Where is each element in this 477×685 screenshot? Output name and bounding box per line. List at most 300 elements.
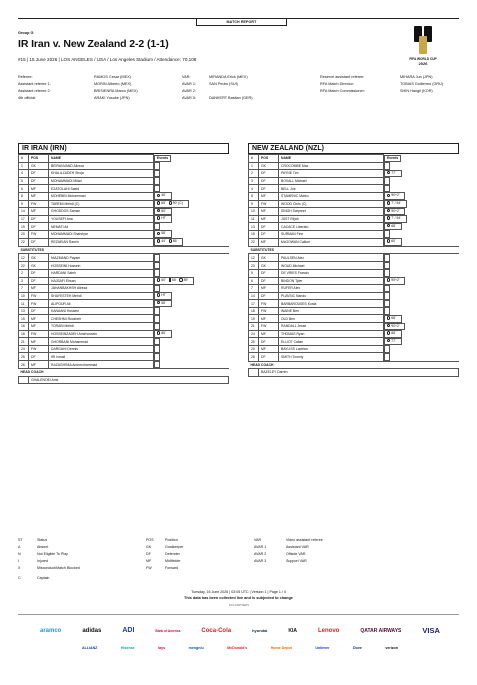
- event-minute: 77': [391, 170, 396, 175]
- player-number: 8: [19, 192, 29, 200]
- head-coach-row: [19, 376, 229, 384]
- player-number: 1: [19, 162, 29, 170]
- svg-text:FIFA WORLD CUP: FIFA WORLD CUP: [409, 57, 437, 61]
- lineup-table: [248, 154, 459, 377]
- player-events: [154, 292, 172, 300]
- player-number: 15: [249, 230, 259, 238]
- player-position: GK: [29, 162, 49, 170]
- player-row: [19, 223, 229, 231]
- player-name: HOSSEINI Hossein: [49, 262, 154, 270]
- player-number: 9: [249, 200, 259, 208]
- event: [157, 278, 166, 282]
- player-events: [384, 162, 390, 170]
- player-name: TAREMI Mehdi (C): [49, 200, 154, 208]
- legend-item: [146, 557, 184, 564]
- player-row: [249, 262, 459, 270]
- player-row: [249, 238, 459, 246]
- player-name: NIAZMAND Payam: [49, 254, 154, 262]
- legend-key: DF: [146, 551, 151, 556]
- legend-value: Position: [165, 537, 178, 542]
- sponsor-logo: QATAR AIRWAYS: [360, 627, 402, 634]
- official-role: VAR:: [182, 74, 191, 79]
- player-number: 22: [19, 262, 29, 270]
- player-number: 22: [19, 238, 29, 246]
- player-name: HARDANI Saleh: [49, 269, 154, 277]
- player-name: MOHEBBI Mohammad: [49, 192, 154, 200]
- player-name: YOUSEFI Aria: [49, 215, 154, 223]
- player-events: [384, 307, 390, 315]
- official-name: TOBIAS Guillermo (GRU): [400, 81, 444, 86]
- spacer: [19, 376, 29, 384]
- sponsor-logo: ALLIANZ: [82, 646, 98, 650]
- player-row: [249, 200, 459, 208]
- official-name: SHIN Hangil (KOR): [400, 88, 433, 93]
- official-name: MIHARA Jun (JPN): [400, 74, 433, 79]
- event-minute: 90+2': [391, 208, 400, 213]
- goal-icon: [387, 216, 390, 219]
- sub-icon: [387, 239, 390, 242]
- player-events: [384, 230, 390, 238]
- event: [157, 201, 166, 205]
- player-position: GK: [259, 162, 279, 170]
- player-position: FW: [29, 292, 49, 300]
- player-name: PLAVSIC Nando: [279, 292, 384, 300]
- player-position: MF: [29, 338, 49, 346]
- sub-icon: [157, 232, 160, 235]
- player-events: [154, 254, 160, 262]
- sub-icon: [387, 316, 390, 319]
- event-minute: 65': [161, 201, 166, 206]
- player-events: [384, 300, 390, 308]
- player-row: [19, 330, 229, 338]
- event-minute: 7' / 54': [391, 201, 401, 206]
- player-position: DF: [29, 269, 49, 277]
- player-number: 14: [19, 208, 29, 216]
- event-minute: 46': [161, 193, 166, 198]
- player-position: MF: [29, 285, 49, 293]
- event: [157, 301, 166, 305]
- player-row: [19, 185, 229, 193]
- player-row: [249, 162, 459, 170]
- player-events: [154, 345, 160, 353]
- event-minute: HT: [161, 216, 166, 221]
- official-row: [18, 80, 459, 87]
- column-header: NAME: [279, 155, 384, 163]
- player-name: BOXALL Michael: [279, 177, 384, 185]
- coach-name: BAZELEY Darren: [259, 369, 459, 377]
- player-events: [384, 170, 402, 178]
- player-name: RUFER Alex: [279, 285, 384, 293]
- player-position: DF: [259, 185, 279, 193]
- official-role: AVAR 2:: [182, 88, 196, 93]
- player-events: [154, 223, 160, 231]
- event-minute: 90+2': [391, 193, 400, 198]
- player-name: SINGH Sarpreet: [279, 208, 384, 216]
- player-events: [154, 230, 172, 238]
- event-minute: 89': [183, 278, 189, 282]
- player-name: McGOWAN Callum: [279, 238, 384, 246]
- player-name: KANAANI Hossein: [49, 307, 154, 315]
- player-events: [384, 345, 390, 353]
- event: [387, 239, 396, 243]
- legend-key: ST: [18, 537, 23, 542]
- player-row: [19, 177, 229, 185]
- footer-divider: [18, 614, 459, 615]
- player-number: 3: [249, 177, 259, 185]
- sub-icon: [169, 239, 172, 242]
- legend-value: Defender: [165, 551, 180, 556]
- player-row: [249, 230, 459, 238]
- player-events: [154, 262, 160, 270]
- player-number: 10: [19, 292, 29, 300]
- sponsor-logo: Lenovo: [318, 627, 340, 634]
- player-number: 11: [249, 215, 259, 223]
- player-number: 14: [249, 292, 259, 300]
- section-label: HEAD COACH: [249, 361, 459, 369]
- player-number: 9: [19, 200, 29, 208]
- player-position: FW: [259, 200, 279, 208]
- player-row: [19, 162, 229, 170]
- sub-icon: [179, 278, 182, 281]
- player-row: [249, 223, 459, 231]
- official-role: Reserve assistant referee:: [320, 74, 365, 79]
- player-position: MF: [259, 215, 279, 223]
- legend-item: [254, 550, 323, 557]
- player-number: 2: [249, 170, 259, 178]
- official-name: MIRANDA Erick (MEX): [209, 74, 248, 79]
- table-header-row: [19, 155, 229, 163]
- official-role: Referee:: [18, 74, 33, 79]
- player-events: [384, 262, 390, 270]
- player-row: [19, 292, 229, 300]
- player-position: DF: [29, 238, 49, 246]
- world-cup-logo: [409, 24, 437, 68]
- player-events: [384, 177, 390, 185]
- player-number: 5: [249, 269, 259, 277]
- spacer: [249, 369, 259, 377]
- player-events: [154, 307, 160, 315]
- head-coach-header: [19, 369, 229, 377]
- sub-icon: [157, 331, 160, 334]
- player-position: DF: [29, 170, 49, 178]
- legend-key: AVAR 2: [254, 551, 267, 556]
- legend-value: Misconduct/Match Blocked: [37, 565, 80, 570]
- event: [157, 293, 166, 297]
- player-row: [249, 215, 459, 223]
- player-events: [154, 162, 160, 170]
- player-number: 25: [249, 338, 259, 346]
- column-header: POS: [259, 155, 279, 163]
- sponsor-logo: Home Depot: [270, 646, 292, 650]
- sub-icon: [387, 209, 390, 212]
- event: [157, 331, 166, 335]
- player-events: [384, 353, 390, 361]
- legend-column: [18, 536, 80, 571]
- legend-value: Support VAR: [286, 558, 307, 563]
- sponsor-logo: KIA: [288, 627, 298, 634]
- player-position: DF: [29, 353, 49, 361]
- player-events: [384, 315, 402, 323]
- player-row: [249, 300, 459, 308]
- event-minute: 90' (C): [172, 201, 183, 206]
- player-events: [384, 254, 390, 262]
- event-minute: 44': [161, 239, 166, 244]
- event-minute: 68': [391, 315, 396, 320]
- sponsor-logo: mengniu: [188, 646, 204, 650]
- player-name: GHODDOS Saman: [49, 208, 154, 216]
- player-number: 6: [19, 185, 29, 193]
- player-row: [19, 208, 229, 216]
- player-row: [19, 338, 229, 346]
- player-row: [249, 185, 459, 193]
- player-number: 17: [19, 215, 29, 223]
- player-events: [384, 200, 407, 208]
- event-minute: 60': [161, 278, 166, 282]
- official-role: RFA Match Director:: [320, 81, 354, 86]
- player-row: [249, 177, 459, 185]
- player-number: 24: [19, 345, 29, 353]
- official-role: Assistant referee 1:: [18, 81, 51, 86]
- player-number: 2: [19, 269, 29, 277]
- player-events: [154, 200, 189, 208]
- sub-icon: [387, 224, 390, 227]
- event-minute: HT: [161, 293, 166, 298]
- sponsor-logo: hyundai: [252, 628, 268, 633]
- sponsor-logo: verizon: [385, 646, 398, 650]
- player-position: MF: [29, 323, 49, 331]
- player-position: DF: [29, 177, 49, 185]
- player-number: 12: [19, 254, 29, 262]
- event-minute: 58': [161, 300, 166, 305]
- player-name: RANDALL Jesse: [279, 323, 384, 331]
- legend-item: [254, 543, 323, 550]
- player-position: MF: [29, 315, 49, 323]
- sponsor-logo: ADI: [122, 627, 135, 634]
- player-events: [154, 300, 172, 308]
- player-name: BARBAROUSES Kosta: [279, 300, 384, 308]
- official-role: RFA Match Commissioner:: [320, 88, 365, 93]
- player-number: 15: [19, 315, 29, 323]
- sub-icon: [169, 201, 172, 204]
- event-minute: 85': [161, 331, 166, 336]
- sponsor-logo: adidas: [82, 627, 102, 634]
- player-name: PAYNE Tim: [279, 170, 384, 178]
- player-row: [249, 208, 459, 216]
- column-header: #: [19, 155, 29, 163]
- legend-column: [146, 536, 184, 571]
- svg-text:2026: 2026: [418, 61, 428, 66]
- team-name: NEW ZEALAND (NZL): [248, 143, 459, 154]
- legend-item: [254, 536, 323, 543]
- event: [387, 193, 399, 197]
- player-name: CACACE Liberato: [279, 223, 384, 231]
- player-events: [154, 330, 172, 338]
- player-row: [19, 315, 229, 323]
- legend-value: Forward: [165, 565, 179, 570]
- player-number: 20: [249, 345, 259, 353]
- player-position: MF: [29, 185, 49, 193]
- sponsor-logo: Bank of America: [155, 628, 181, 633]
- player-row: [249, 330, 459, 338]
- sponsor-logo: Unilever: [315, 646, 330, 650]
- legend-item: [146, 536, 184, 543]
- player-position: MF: [259, 192, 279, 200]
- player-events: [154, 338, 160, 346]
- player-name: DARGAHI Dennis: [49, 345, 154, 353]
- player-position: DF: [259, 223, 279, 231]
- player-number: 10: [249, 208, 259, 216]
- goal-icon: [387, 201, 390, 204]
- legend-value: Midfielder: [165, 558, 181, 563]
- player-events: [154, 192, 172, 200]
- sponsor-row: [40, 626, 440, 635]
- player-name: WAINE Ben: [279, 307, 384, 315]
- player-number: 1: [249, 162, 259, 170]
- legend-item: [18, 564, 80, 571]
- player-row: [249, 345, 459, 353]
- event: [387, 339, 396, 343]
- player-position: GK: [29, 254, 49, 262]
- substitutes-header: [249, 246, 459, 254]
- player-position: MF: [259, 345, 279, 353]
- team-iran: [18, 143, 229, 384]
- player-row: [19, 361, 229, 369]
- goal-icon: [157, 201, 160, 204]
- player-position: DF: [29, 277, 49, 285]
- event: [387, 216, 401, 220]
- player-position: DF: [29, 215, 49, 223]
- player-position: FW: [29, 200, 49, 208]
- legend-value: Assistant VAR: [286, 544, 309, 549]
- column-header: POS: [29, 155, 49, 163]
- event-minute: 90+2': [391, 323, 400, 328]
- player-row: [19, 269, 229, 277]
- player-name: SHAYESTEH Mehdi: [49, 292, 154, 300]
- legend-key: AVAR 3: [254, 558, 267, 563]
- player-events: [154, 277, 194, 285]
- player-name: WOOD Chris (C): [279, 200, 384, 208]
- player-events: [384, 292, 390, 300]
- player-name: RAZAGHINIA Amirmohammad: [49, 361, 154, 369]
- player-events: [384, 238, 402, 246]
- sub-icon: [157, 301, 160, 304]
- column-header: Events: [154, 155, 171, 163]
- player-position: DF: [259, 277, 279, 285]
- sponsor-logo: lays: [158, 646, 166, 650]
- player-number: 3: [19, 277, 29, 285]
- official-role: Assistant referee 2:: [18, 88, 51, 93]
- legend-item: [18, 557, 80, 564]
- player-number: 19: [249, 315, 259, 323]
- sub-icon: [157, 216, 160, 219]
- player-number: 16: [19, 323, 29, 331]
- sponsor-logo: Hisense: [120, 646, 135, 650]
- section-label: SUBSTITUTES: [19, 246, 229, 254]
- player-events: [384, 338, 402, 346]
- legend-item: [254, 557, 323, 564]
- player-row: [19, 307, 229, 315]
- legend-value: Captain: [37, 576, 50, 580]
- legend-column: [254, 536, 323, 564]
- player-row: [249, 285, 459, 293]
- player-events: [154, 185, 160, 193]
- section-label: HEAD COACH: [19, 369, 229, 377]
- player-row: [19, 353, 229, 361]
- player-name: BINDON Tyler: [279, 277, 384, 285]
- official-role: AVAR 3:: [182, 96, 196, 101]
- legend-key: VAR: [254, 537, 262, 542]
- player-number: 22: [249, 238, 259, 246]
- player-name: MOHAMMADI Milad: [49, 177, 154, 185]
- player-number: 8: [249, 192, 259, 200]
- legend-key: N: [18, 551, 21, 556]
- player-events: [154, 353, 160, 361]
- player-events: [154, 323, 160, 331]
- player-name: EZATOLAHI Saeid: [49, 185, 154, 193]
- player-position: DF: [259, 170, 279, 178]
- player-number: 21: [19, 338, 29, 346]
- legend-value: Status: [37, 537, 48, 542]
- event: [387, 224, 396, 228]
- player-name: THOMAS Ryan: [279, 330, 384, 338]
- player-row: [19, 285, 229, 293]
- official-role: AVAR 1:: [182, 81, 196, 86]
- event-minute: 90+2': [391, 278, 400, 282]
- sponsor-label: FIFA PARTNERS: [229, 604, 249, 607]
- player-row: [19, 345, 229, 353]
- player-number: 23: [249, 262, 259, 270]
- group-label: Group G: [18, 31, 34, 35]
- team-new-zealand: [248, 143, 459, 377]
- player-position: MF: [29, 361, 49, 369]
- player-name: REZAEIAN Ramin: [49, 238, 154, 246]
- event: [157, 209, 166, 213]
- player-events: [154, 215, 172, 223]
- player-row: [19, 230, 229, 238]
- coach-name: GHALENOEI Amir: [29, 376, 229, 384]
- player-number: 26: [249, 353, 259, 361]
- official-row: [18, 73, 459, 80]
- player-events: [154, 170, 160, 178]
- player-name: SURMAN Finn: [279, 230, 384, 238]
- player-row: [19, 170, 229, 178]
- player-number: 7: [249, 285, 259, 293]
- player-name: KHALILZADEH Shoja: [49, 170, 154, 178]
- legend-value: Not Eligible To Play: [37, 551, 68, 556]
- player-position: DF: [259, 269, 279, 277]
- player-events: [154, 208, 172, 216]
- sponsor-row: [82, 646, 398, 650]
- player-number: 20: [19, 230, 29, 238]
- sponsor-logo: Dove: [353, 646, 362, 650]
- player-number: 17: [249, 300, 259, 308]
- player-row: [19, 215, 229, 223]
- player-position: GK: [29, 262, 49, 270]
- player-position: DF: [259, 353, 279, 361]
- player-number: 11: [19, 300, 29, 308]
- event-minute: 65': [172, 278, 177, 282]
- player-row: [249, 269, 459, 277]
- sub-icon: [387, 331, 390, 334]
- player-position: DF: [29, 223, 49, 231]
- player-number: 25: [19, 353, 29, 361]
- player-row: [249, 353, 459, 361]
- official-name: DANKERT Bastian (GER): [209, 96, 253, 101]
- player-events: [384, 330, 402, 338]
- player-row: [19, 200, 229, 208]
- player-events: [154, 361, 160, 369]
- player-position: MF: [29, 192, 49, 200]
